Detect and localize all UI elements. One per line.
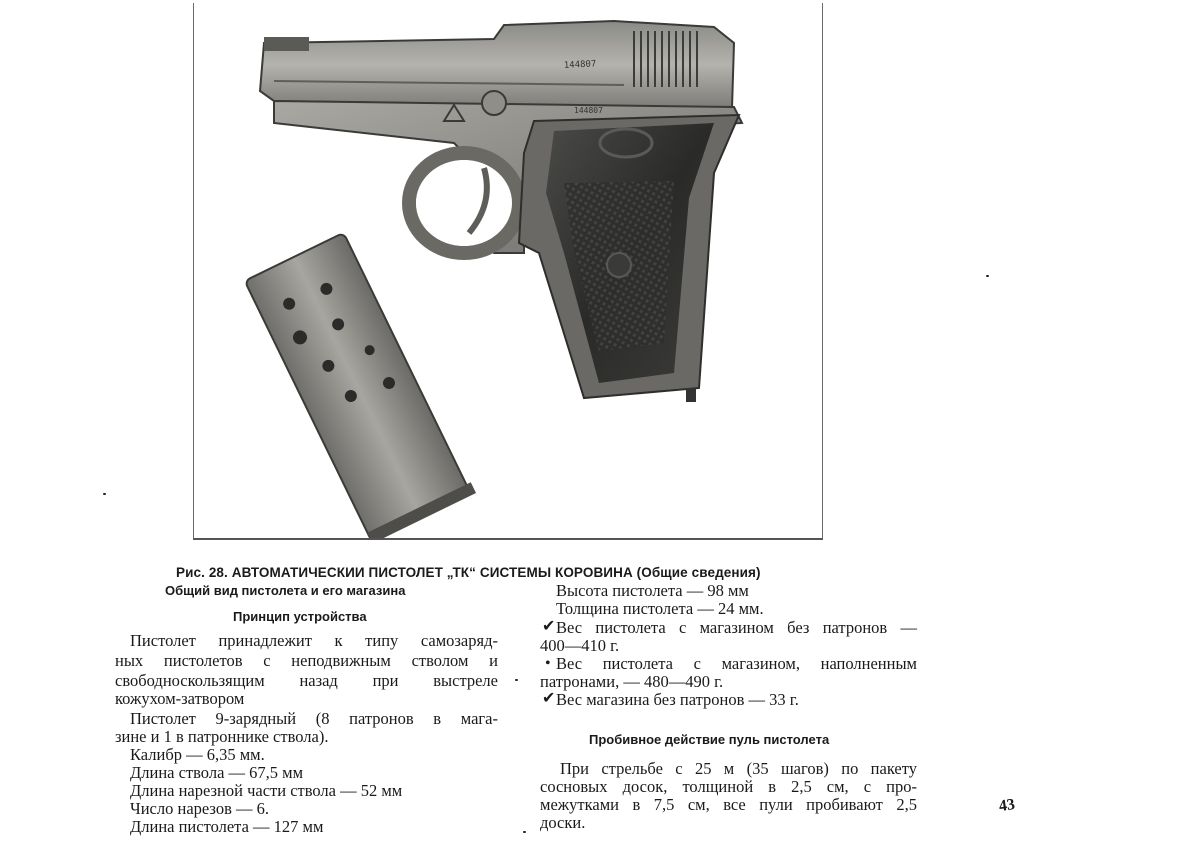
scan-speck — [515, 679, 518, 681]
check-mark: ✔ — [542, 690, 556, 707]
scan-speck — [986, 275, 989, 277]
paragraph-line: Пистолет принадлежит к типу самозаряд- — [130, 631, 498, 650]
weight-loaded-line: патронами, — 480—490 г. — [540, 672, 724, 691]
capacity-line: Пистолет 9-зарядный (8 патронов в мага- — [130, 709, 498, 728]
spec-height: Высота пистолета — 98 мм — [556, 581, 749, 600]
spec-barrel-length: Длина ствола — 67,5 мм — [130, 763, 304, 782]
right-heading: Пробивное действие пуль пистолета — [589, 732, 830, 747]
bullet-mark: • — [545, 655, 551, 672]
penetration-line: межутками в 7,5 см, все пули пробивают 2,5 — [540, 795, 917, 814]
capacity-line: зине и 1 в патроннике ствола). — [115, 727, 329, 746]
weight-empty-line: Вес пистолета с магазином без патронов — — [556, 618, 917, 637]
spec-pistol-length: Длина пистолета — 127 мм — [130, 817, 324, 836]
scan-speck — [523, 831, 526, 833]
penetration-line: сосновых досок, толщиной в 2,5 см, с про- — [540, 777, 917, 796]
weight-loaded-line: Вес пистолета с магазином, наполненным — [556, 654, 917, 673]
figure-caption: Рис. 28. АВТОМАТИЧЕСКИИ ПИСТОЛЕТ „ТК“ СИСТЕМЫ КОРОВИНА (Общие сведения) — [176, 565, 761, 580]
penetration-line: При стрельбе с 25 м (35 шагов) по пакету — [560, 759, 917, 778]
left-heading: Принцип устройства — [233, 609, 367, 624]
pistol-photo — [194, 3, 823, 540]
check-mark: ✔ — [542, 618, 556, 635]
figure-photo — [193, 3, 823, 540]
weight-empty-line: 400—410 г. — [540, 636, 620, 655]
frame-serial-number: 144807 — [574, 106, 603, 115]
paragraph-line: ных пистолетов с неподвижным стволом и — [115, 651, 498, 670]
spec-caliber: Калибр — 6,35 мм. — [130, 745, 265, 764]
figure-subcaption: Общий вид пистолета и его магазина — [165, 583, 406, 598]
weight-magazine-line: Вес магазина без патронов — 33 г. — [556, 690, 799, 709]
scan-speck — [103, 493, 106, 495]
spec-rifling-count: Число нарезов — 6. — [130, 799, 270, 818]
penetration-line: доски. — [540, 813, 586, 832]
spec-thickness: Толщина пистолета — 24 мм. — [556, 599, 764, 618]
spec-rifled-length: Длина нарезной части ствола — 52 мм — [130, 781, 403, 800]
paragraph-line: свободноскользящим назад при выстреле — [115, 671, 498, 690]
slide-serial-number: 144807 — [563, 59, 597, 71]
page-number: 43 — [997, 795, 1017, 816]
paragraph-line: кожухом-затвором — [115, 689, 245, 708]
